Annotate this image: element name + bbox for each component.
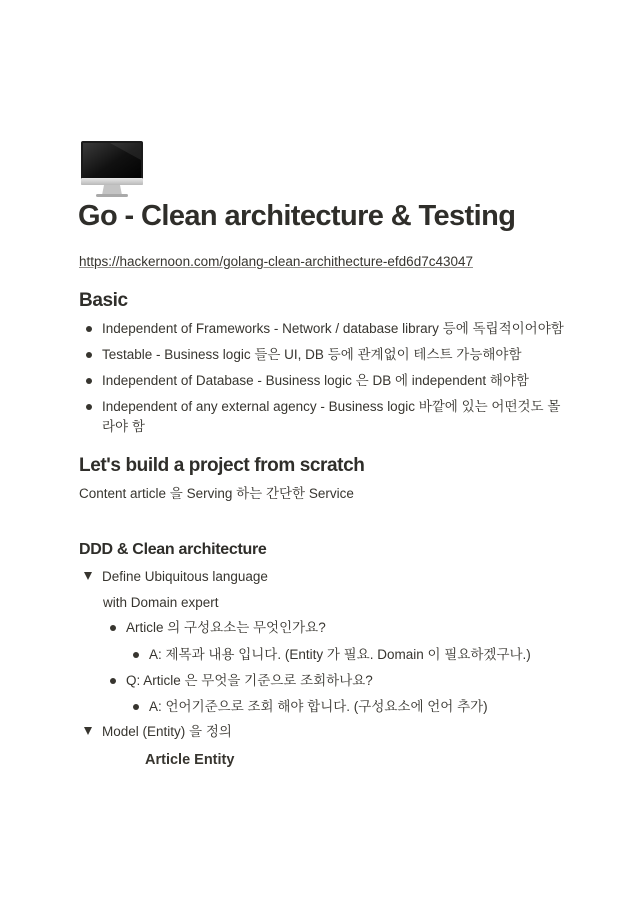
bullet-dot xyxy=(110,625,116,631)
bullet-dot xyxy=(86,352,92,358)
page-title: Go - Clean architecture & Testing xyxy=(78,200,516,232)
question-article-lookup: Q: Article 은 무엇을 기준으로 조회하나요? xyxy=(126,673,373,688)
bullet-dot xyxy=(133,652,139,658)
reference-link[interactable]: https://hackernoon.com/golang-clean-archithecture-efd6d7c43047 xyxy=(79,254,473,269)
toggle-arrow-icon[interactable] xyxy=(84,572,92,580)
basic-item-database: Independent of Database - Business logic 은 DB 에 independent 해야함 xyxy=(102,373,529,388)
bullet-dot xyxy=(133,704,139,710)
basic-heading: Basic xyxy=(79,290,128,311)
answer-article-components: A: 제목과 내용 입니다. (Entity 가 필요. Domain 이 필요하겠구나.) xyxy=(149,647,531,662)
basic-item-frameworks: Independent of Frameworks - Network / database library 등에 독립적이어야함 xyxy=(102,321,564,336)
toggle-ubiquitous-language[interactable]: Define Ubiquitous language xyxy=(102,569,268,584)
bullet-dot xyxy=(110,678,116,684)
bullet-dot xyxy=(86,326,92,332)
bullet-dot xyxy=(86,404,92,410)
answer-article-lookup: A: 언어기준으로 조회 해야 합니다. (구성요소에 언어 추가) xyxy=(149,699,488,714)
basic-item-testable: Testable - Business logic 들은 UI, DB 등에 관계없이 테스트 가능해야함 xyxy=(102,347,522,362)
toggle-arrow-icon[interactable] xyxy=(84,727,92,735)
article-entity-heading: Article Entity xyxy=(145,752,235,768)
question-article-components: Article 의 구성요소는 무엇인가요? xyxy=(126,620,326,635)
basic-item-external-agency: Independent of any external agency - Business logic 바깥에 있는 어떤것도 몰라야 함 xyxy=(102,399,561,434)
ddd-heading: DDD & Clean architecture xyxy=(79,541,267,558)
project-description: Content article 을 Serving 하는 간단한 Service xyxy=(79,486,354,501)
toggle-model-entity[interactable]: Model (Entity) 을 정의 xyxy=(102,724,232,739)
desktop-computer-icon xyxy=(80,140,144,200)
domain-expert-text: with Domain expert xyxy=(103,595,219,610)
project-heading: Let's build a project from scratch xyxy=(79,455,365,476)
bullet-dot xyxy=(86,378,92,384)
